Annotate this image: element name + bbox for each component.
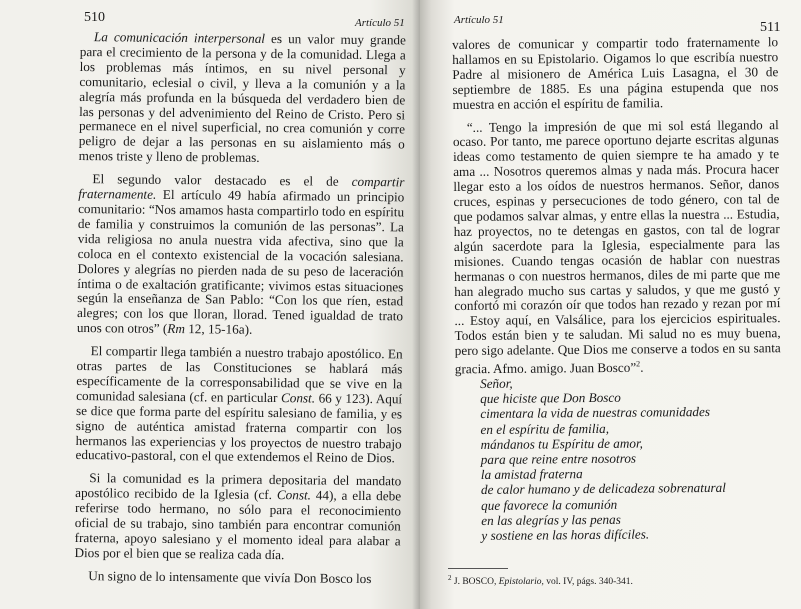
paragraph: Un signo de lo intensamente que vivía Don Bosco los xyxy=(88,567,372,586)
running-head: Artículo 51 xyxy=(454,14,504,26)
left-body-text xyxy=(74,30,406,595)
page-number: 511 xyxy=(760,20,781,35)
paragraph: El compartir llega también a nuestro trabajo apostólico. En otras partes de las Constituciones se hablará más específicamente de la corresponsabilidad que se vive en la comunidad salesiana (cf. en particular Const. 66 y 123). Aquí se dice que forma parte del espíritu salesiano de familia, y es signo de auténtica amistad fraterna compartir con los hermanos las experiencias y los proyectos de nuestro trabajo educativo-pastoral, con el que extendemos el Reino de Dios. xyxy=(75,343,403,466)
footnote: $^2$ J. BOSCO, Epistolario, vol. IV, págs. 340-341. xyxy=(448,574,633,588)
prayer-line: la amistad fraterna xyxy=(480,466,583,483)
prayer-line: y sostiene en las horas difíciles. xyxy=(481,526,650,544)
prayer-line: en las alegrías y las penas xyxy=(481,511,621,528)
prayer-line: en el espíritu de familia, xyxy=(480,420,610,437)
page-number: 510 xyxy=(84,10,105,25)
prayer xyxy=(480,373,781,543)
footnote-rule xyxy=(448,568,508,569)
paragraph: valores de comunicar y compartir todo fraternamente lo hallamos en su Epistolario. Oigamos lo que escribía nuestro Padre al misionero de América Luis Lasagna, el 30 de septiembre de 1885. Es una página estupenda que nos muestra en acción el espíritu de familia. xyxy=(451,34,779,112)
paragraph: El segundo valor destacado es el de compartir fraternamente. El artículo 49 había afirmado un principio comunitario: “Nos amamos hasta compartirlo todo en espíritu de familia y construimos la comunión de las personas”. La vida religiosa no anula nuestra vida afectiva, sino que la coloca en el contexto existencial de la vocación salesiana. Dolores y alegrías no pierden nada de su peso de laceración íntima o de exaltación gratificante; vivimos estas situaciones según la enseñanza de San Pablo: “Con los que ríen, estad alegres; con los que lloran, llorad. Tened igualdad de trato unos con otros” (Rm 12, 15-16a). xyxy=(76,171,405,338)
right-body-text xyxy=(452,35,781,385)
paragraph: Si la comunidad es la primera depositaria del mandato apostólico recibido de la Iglesia (cf. Const. 44), a ella debe referirse todo hermano, no sólo para el reconocimiento oficial de su trabajo, sino también para encontrar comunión fraterna, apoyo salesiano y el momento ideal para alabar a Dios por el bien que se realiza cada día. xyxy=(74,470,402,563)
prayer-line: que favorece la comunión xyxy=(481,496,618,513)
prayer-line: para que reine entre nosotros xyxy=(480,450,637,468)
right-page xyxy=(420,0,801,609)
footnote-mark: 2 xyxy=(448,574,452,582)
paragraph: “... Tengo la impresión de que mi sol está llegando al ocaso. Por tanto, me parece oportuno dejarte escritas algunas ideas como testamento de quien siempre te ha amado y te ama ... Nosotros queremos almas y nada más. Procura hacer llegar esto a los oídos de nuestros hermanos. Señor, danos cruces, espinas y persecuciones de todo género, con tal de que podamos salvar almas, y entre ellas la nuestra ... Estudia, haz proyectos, no te detengas en gastos, con tal de lograr algún sacerdote para la Iglesia, especialmente para las misiones. Cuando tengas ocasión de hablar con nuestras hermanas o con nuestros hermanos, diles de mi parte que me han alegrado mucho sus cartas y saludos, y que me gustó y confortó mi corazón oír que todos han rezado y rezan por mí ... Estoy aquí, en Valsálice, para los ejercicios espirituales. Todos están bien y te saludan. Mi salud no es muy buena, pero sigo adelante. Que Dios me conserve a todos en su santa gracia. Afmo. amigo. Juan Bosco”$^2$. xyxy=(452,116,781,377)
prayer-line: Señor, xyxy=(480,375,513,391)
prayer-line: cimentara la vida de nuestras comunidades xyxy=(480,404,711,422)
paragraph: La comunicación interpersonal es un valor muy grande para el crecimiento de la persona y de la comunidad. Llega a los problemas más íntimos, en su nivel personal y comunitario, eclesial o civil, y lleva a la comunión y a la alegría más profunda en la búsqueda del verdadero bien de las personas y del advenimiento del Reino de Cristo. Pero si permanece en el nivel superficial, no crea comunión y corre peligro de dejar a las personas en su aislamiento más o menos triste y lleno de problemas. xyxy=(78,29,406,166)
prayer-line: mándanos tu Espíritu de amor, xyxy=(480,435,643,452)
prayer-line: de calor humano y de delicadeza sobrenatural xyxy=(480,480,726,498)
prayer-line: que hiciste que Don Bosco xyxy=(480,389,621,407)
running-head: Artículo 51 xyxy=(355,17,405,29)
footnote-reference: 2 xyxy=(636,359,641,369)
